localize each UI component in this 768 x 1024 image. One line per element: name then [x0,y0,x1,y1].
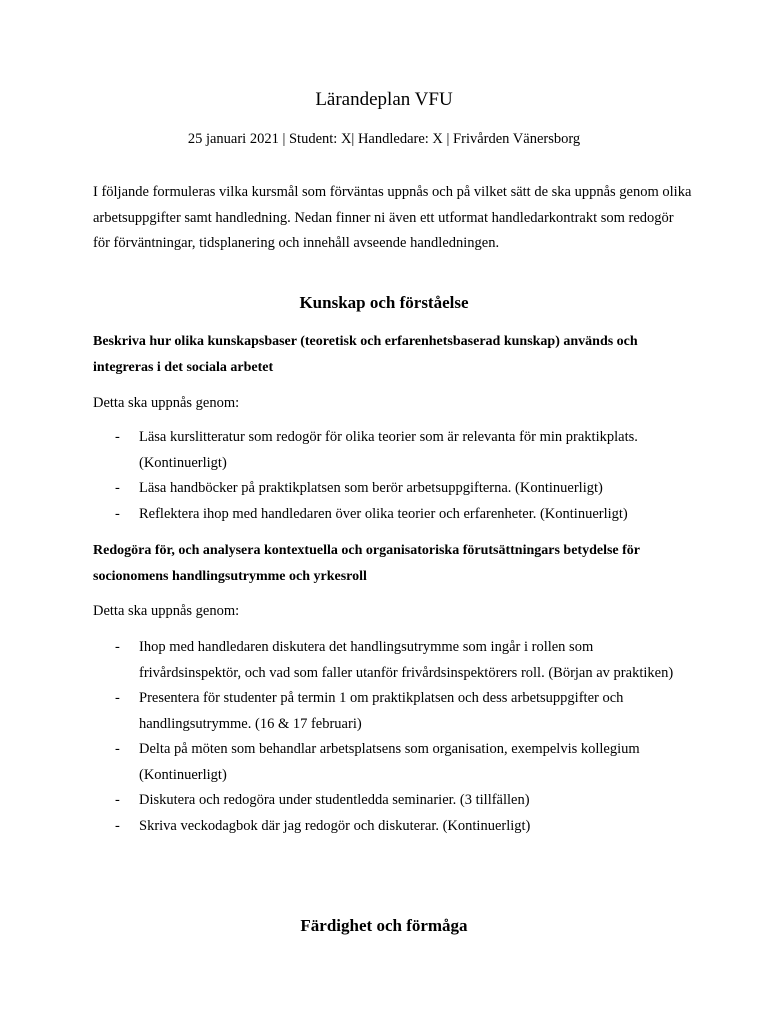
section-heading-kunskap: Kunskap och förståelse [299,293,469,312]
goal-2-list [93,635,693,839]
list-item-text: Skriva veckodagbok där jag redogör och diskuterar. (Kontinuerligt) [139,817,531,834]
bullet-dash: - [115,817,120,834]
bullet-dash: - [115,792,120,808]
document-title: Lärandeplan VFU [315,89,453,110]
list-item [93,814,693,840]
list-item [93,737,693,788]
list-item-text: Delta på möten som behandlar arbetsplatsens som organisation, exempelvis kollegium (Kontinuerligt) [139,741,640,783]
list-item-text: Diskutera och redogöra under studentledda seminarier. (3 tillfällen) [139,792,530,808]
goal-heading-2: Redogöra för, och analysera kontextuella och organisatoriska förutsättningars betydelse för socionomens handlingsutrymme och yrkesroll [93,543,640,584]
document-subtitle: 25 januari 2021 | Student: X| Handledare: X | Frivården Vänersborg [187,131,581,147]
list-item-text: Presentera för studenter på termin 1 om praktikplatsen och dess arbetsuppgifter och handlingsutrymme. (16 & 17 februari) [139,690,624,732]
list-item-text: Ihop med handledaren diskutera det handlingsutrymme som ingår i rollen som frivårdsinspektör, och vad som faller utanför frivårdsinspektörers roll. (Början av praktiken) [139,639,674,681]
bullet-dash: - [115,639,120,655]
goal-1-list [93,425,693,527]
intro-paragraph: I följande formuleras vilka kursmål som förväntas uppnås och på vilket sätt de ska uppnås genom olika arbetsuppgifter samt handledning. Nedan finner ni även ett utformat handledarkontrakt som redogör för förväntningar, tidsplanering och innehåll avseende handledningen. [93,184,692,251]
bullet-dash: - [115,505,120,522]
bullet-dash: - [115,690,120,706]
list-item [93,502,693,528]
list-item [93,635,693,686]
goal-heading-1: Beskriva hur olika kunskapsbaser (teoretisk och erfarenhetsbaserad kunskap) används och integreras i det sociala arbetet [93,334,638,375]
bullet-dash: - [115,741,120,757]
section-heading-fardighet: Färdighet och förmåga [300,916,468,935]
list-item [93,425,693,476]
list-item [93,788,693,814]
list-item-text: Läsa kurslitteratur som redogör för olika teorier som är relevanta för min praktikplats. (Kontinuerligt) [139,429,638,471]
goal-lead-2: Detta ska uppnås genom: [93,603,240,619]
list-item-text: Läsa handböcker på praktikplatsen som berör arbetsuppgifterna. (Kontinuerligt) [139,480,603,496]
bullet-dash: - [115,429,120,445]
list-item [93,686,693,737]
goal-lead-1: Detta ska uppnås genom: [93,395,240,411]
bullet-dash: - [115,480,120,496]
list-item [93,476,693,502]
list-item-text: Reflektera ihop med handledaren över olika teorier och erfarenheter. (Kontinuerligt) [139,505,628,522]
